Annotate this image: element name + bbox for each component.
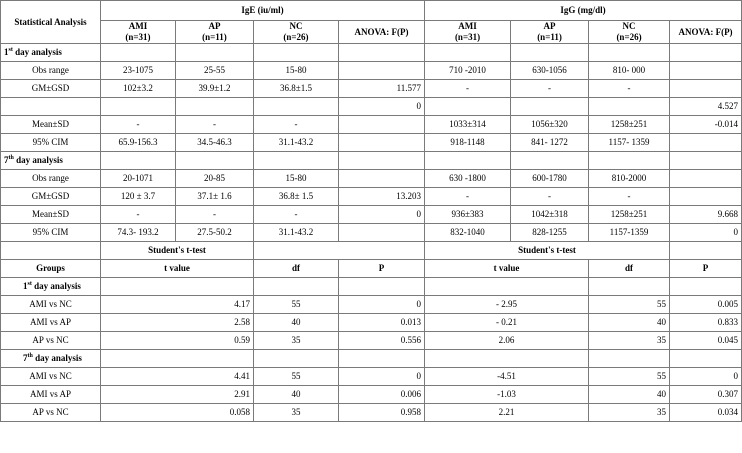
table-row xyxy=(1,62,742,80)
igg-cell: - xyxy=(589,188,670,206)
ttest-day7-heading: 7th day analysis xyxy=(1,350,101,368)
igg-anova-cell xyxy=(670,134,742,152)
igg-tvalue-cell: 2.06 xyxy=(425,332,589,350)
ige-anova-cell xyxy=(339,224,425,242)
igg-df-cell: 40 xyxy=(589,386,670,404)
ige-p-cell: 0.958 xyxy=(339,404,425,422)
igg-col-ami: AMI (n=31) xyxy=(425,21,511,44)
ige-cell: - xyxy=(176,116,254,134)
ige-df-cell: 35 xyxy=(254,332,339,350)
igg-cell: 710 -2010 xyxy=(425,62,511,80)
ige-cell: 36.8± 1.5 xyxy=(254,188,339,206)
ige-cell xyxy=(254,98,339,116)
igg-cell xyxy=(425,98,511,116)
ttest-day1-rows xyxy=(1,296,742,350)
ige-tvalue-cell: 4.17 xyxy=(101,296,254,314)
igg-cell: - xyxy=(425,188,511,206)
table-row xyxy=(1,386,742,404)
ige-anova-cell xyxy=(339,116,425,134)
ige-anova-cell: 13.203 xyxy=(339,188,425,206)
ige-cell: 15-80 xyxy=(254,62,339,80)
igg-col-ap: AP (n=11) xyxy=(511,21,589,44)
row-label: Mean±SD xyxy=(1,206,101,224)
ige-p-cell: 0 xyxy=(339,296,425,314)
igg-tvalue-cell: -4.51 xyxy=(425,368,589,386)
ige-anova-cell: 0 xyxy=(339,206,425,224)
row-label: GM±GSD xyxy=(1,80,101,98)
igg-cell xyxy=(511,98,589,116)
ige-cell: 102±3.2 xyxy=(101,80,176,98)
igg-p-cell: 0.034 xyxy=(670,404,742,422)
ige-cell: 25-55 xyxy=(176,62,254,80)
ige-col-nc: NC (n=26) xyxy=(254,21,339,44)
ige-cell: - xyxy=(101,116,176,134)
igg-anova-cell: 0 xyxy=(670,224,742,242)
igg-anova-cell xyxy=(670,170,742,188)
igg-cell: 810- 000 xyxy=(589,62,670,80)
ige-cell: 15-80 xyxy=(254,170,339,188)
ige-cell: 65.9-156.3 xyxy=(101,134,176,152)
table-row xyxy=(1,332,742,350)
igg-cell: 1157- 1359 xyxy=(589,134,670,152)
table-row xyxy=(1,296,742,314)
ige-cell xyxy=(176,98,254,116)
ige-group-header: IgE (iu/ml) xyxy=(101,1,425,21)
ige-tvalue-cell: 0.058 xyxy=(101,404,254,422)
igg-p-cell: 0.307 xyxy=(670,386,742,404)
ige-cell: 120 ± 3.7 xyxy=(101,188,176,206)
igg-tvalue-cell: 2.21 xyxy=(425,404,589,422)
igg-tvalue-cell: -1.03 xyxy=(425,386,589,404)
ige-cell: 39.9±1.2 xyxy=(176,80,254,98)
igg-tvalue-cell: - 2.95 xyxy=(425,296,589,314)
row-label: GM±GSD xyxy=(1,188,101,206)
ige-tvalue-cell: 2.58 xyxy=(101,314,254,332)
igg-anova-cell: 9.668 xyxy=(670,206,742,224)
day7-rows xyxy=(1,170,742,242)
row-label: Obs range xyxy=(1,62,101,80)
igg-p-cell: 0 xyxy=(670,368,742,386)
table-row xyxy=(1,404,742,422)
ige-cell: - xyxy=(101,206,176,224)
igg-cell: 1157-1359 xyxy=(589,224,670,242)
comparison-label: AMI vs NC xyxy=(1,368,101,386)
ige-anova-cell xyxy=(339,134,425,152)
igg-cell: 630-1056 xyxy=(511,62,589,80)
comparison-label: AMI vs NC xyxy=(1,296,101,314)
igg-cell: 1056±320 xyxy=(511,116,589,134)
row-label: Mean±SD xyxy=(1,116,101,134)
ige-cell: 20-1071 xyxy=(101,170,176,188)
day1-heading: 1st day analysis xyxy=(1,44,101,62)
igg-p-cell: 0.005 xyxy=(670,296,742,314)
ige-cell: 20-85 xyxy=(176,170,254,188)
igg-tvalue-cell: - 0.21 xyxy=(425,314,589,332)
igg-cell: 936±383 xyxy=(425,206,511,224)
igg-cell: 918-1148 xyxy=(425,134,511,152)
ige-anova-header: ANOVA: F(P) xyxy=(339,21,425,44)
table-row xyxy=(1,116,742,134)
ttest-day7-rows xyxy=(1,368,742,422)
ige-cell: 31.1-43.2 xyxy=(254,134,339,152)
ige-cell: 37.1± 1.6 xyxy=(176,188,254,206)
igg-anova-header: ANOVA: F(P) xyxy=(670,21,742,44)
ige-anova-cell xyxy=(339,170,425,188)
ige-cell xyxy=(101,98,176,116)
igg-cell: 841- 1272 xyxy=(511,134,589,152)
table-row xyxy=(1,80,742,98)
ttest-ige-df-header: df xyxy=(254,260,339,278)
ige-p-cell: 0.013 xyxy=(339,314,425,332)
igg-cell: - xyxy=(511,188,589,206)
ttest-igg-p-header: P xyxy=(670,260,742,278)
ige-tvalue-cell: 0.59 xyxy=(101,332,254,350)
ige-cell: 27.5-50.2 xyxy=(176,224,254,242)
table-row xyxy=(1,98,742,116)
igg-df-cell: 40 xyxy=(589,314,670,332)
igg-cell: 828-1255 xyxy=(511,224,589,242)
ige-cell: 23-1075 xyxy=(101,62,176,80)
ige-p-cell: 0.556 xyxy=(339,332,425,350)
ige-cell: 34.5-46.3 xyxy=(176,134,254,152)
ige-df-cell: 55 xyxy=(254,368,339,386)
ige-tvalue-cell: 4.41 xyxy=(101,368,254,386)
ige-df-cell: 35 xyxy=(254,404,339,422)
ttest-igg-title: Student's t-test xyxy=(425,242,670,260)
igg-cell xyxy=(589,98,670,116)
igg-group-header: IgG (mg/dl) xyxy=(425,1,742,21)
igg-cell: 1258±251 xyxy=(589,206,670,224)
igg-cell: - xyxy=(511,80,589,98)
ige-df-cell: 40 xyxy=(254,314,339,332)
comparison-label: AP vs NC xyxy=(1,332,101,350)
ige-cell: 31.1-43.2 xyxy=(254,224,339,242)
igg-cell: 832-1040 xyxy=(425,224,511,242)
row-label: 95% CIM xyxy=(1,134,101,152)
igg-cell: 1033±314 xyxy=(425,116,511,134)
ige-cell: - xyxy=(254,116,339,134)
igg-cell: 1042±318 xyxy=(511,206,589,224)
ige-cell: 36.8±1.5 xyxy=(254,80,339,98)
ige-cell: 74.3- 193.2 xyxy=(101,224,176,242)
igg-col-nc: NC (n=26) xyxy=(589,21,670,44)
igg-cell: - xyxy=(589,80,670,98)
table-row xyxy=(1,188,742,206)
row-label xyxy=(1,98,101,116)
igg-cell: 810-2000 xyxy=(589,170,670,188)
ttest-day1-heading: 1st day analysis xyxy=(1,278,101,296)
row-label: Obs range xyxy=(1,170,101,188)
ige-anova-cell: 11.577 xyxy=(339,80,425,98)
day1-rows xyxy=(1,62,742,152)
igg-p-cell: 0.833 xyxy=(670,314,742,332)
table-row xyxy=(1,206,742,224)
igg-anova-cell: -0.014 xyxy=(670,116,742,134)
igg-anova-cell xyxy=(670,80,742,98)
ige-df-cell: 40 xyxy=(254,386,339,404)
igg-anova-cell xyxy=(670,62,742,80)
ttest-ige-tvalue-header: t value xyxy=(101,260,254,278)
ige-p-cell: 0.006 xyxy=(339,386,425,404)
ttest-igg-df-header: df xyxy=(589,260,670,278)
table-row xyxy=(1,134,742,152)
igg-df-cell: 55 xyxy=(589,368,670,386)
igg-anova-cell: 4.527 xyxy=(670,98,742,116)
table-row xyxy=(1,314,742,332)
table-row xyxy=(1,368,742,386)
igg-cell: 630 -1800 xyxy=(425,170,511,188)
comparison-label: AP vs NC xyxy=(1,404,101,422)
igg-df-cell: 35 xyxy=(589,404,670,422)
ige-cell: - xyxy=(254,206,339,224)
ttest-groups-header: Groups xyxy=(1,260,101,278)
igg-df-cell: 35 xyxy=(589,332,670,350)
ige-cell: - xyxy=(176,206,254,224)
corner-header: Statistical Analysis xyxy=(1,1,101,44)
day7-heading: 7th day analysis xyxy=(1,152,101,170)
igg-cell: 1258±251 xyxy=(589,116,670,134)
ttest-igg-tvalue-header: t value xyxy=(425,260,589,278)
table-row xyxy=(1,170,742,188)
row-label: 95% CIM xyxy=(1,224,101,242)
ttest-ige-title: Student's t-test xyxy=(101,242,254,260)
ige-anova-cell xyxy=(339,62,425,80)
igg-anova-cell xyxy=(670,188,742,206)
igg-df-cell: 55 xyxy=(589,296,670,314)
igg-cell: - xyxy=(425,80,511,98)
ige-tvalue-cell: 2.91 xyxy=(101,386,254,404)
ttest-ige-p-header: P xyxy=(339,260,425,278)
comparison-label: AMI vs AP xyxy=(1,314,101,332)
comparison-label: AMI vs AP xyxy=(1,386,101,404)
ige-col-ami: AMI (n=31) xyxy=(101,21,176,44)
ige-p-cell: 0 xyxy=(339,368,425,386)
table-row xyxy=(1,224,742,242)
ige-df-cell: 55 xyxy=(254,296,339,314)
igg-p-cell: 0.045 xyxy=(670,332,742,350)
ige-col-ap: AP (n=11) xyxy=(176,21,254,44)
igg-cell: 600-1780 xyxy=(511,170,589,188)
ige-anova-cell: 0 xyxy=(339,98,425,116)
